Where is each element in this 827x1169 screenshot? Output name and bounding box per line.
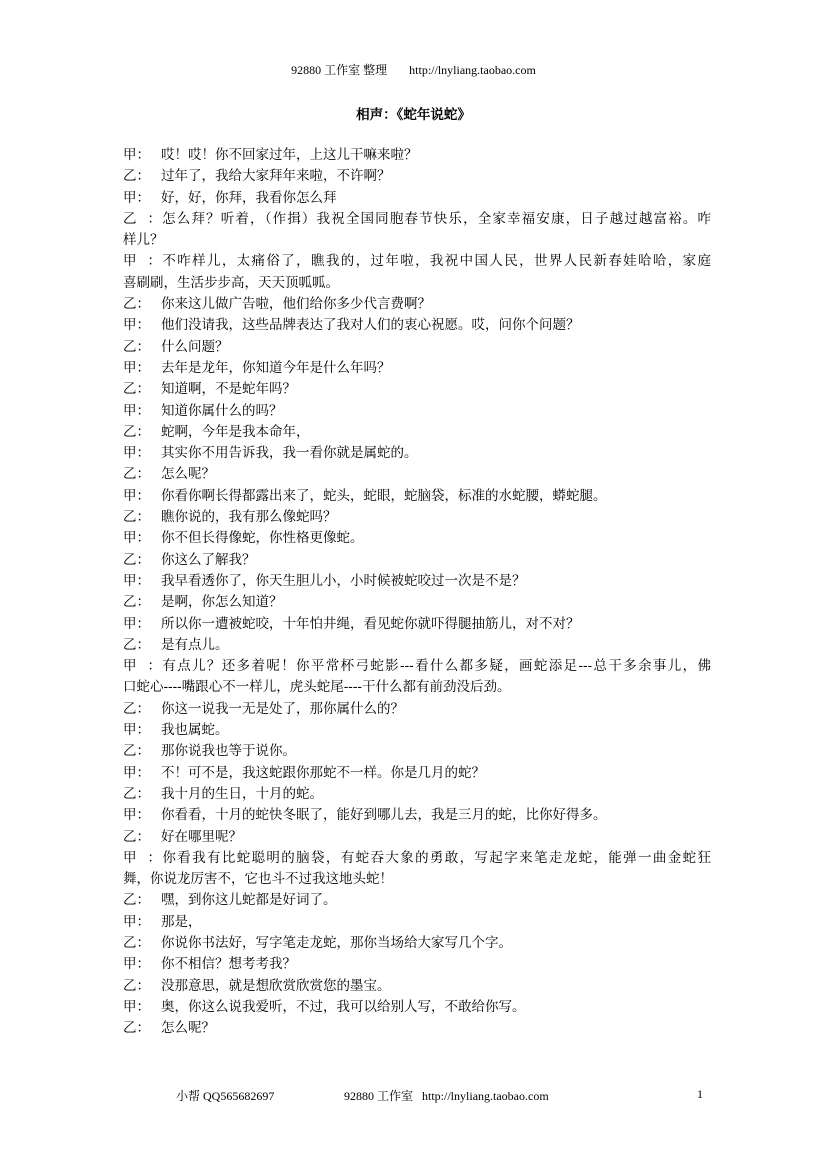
line-text: 嘿，到你这儿蛇都是好词了。 — [161, 892, 337, 909]
header-url: http://lnyliang.taobao.com — [409, 63, 536, 77]
dialogue-line — [123, 188, 711, 209]
dialogue-line — [123, 592, 711, 613]
dialogue-line — [123, 614, 711, 635]
line-text: 那你说我也等于说你。 — [161, 743, 296, 760]
speaker-label: 乙： — [123, 700, 150, 717]
dialogue-line — [123, 379, 711, 400]
line-text: 哎！哎！你不回家过年，上这儿干嘛来啦？ — [161, 147, 418, 163]
speaker-label: 乙： — [123, 892, 150, 909]
line-text: 你看看，十月的蛇快冬眠了，能好到哪儿去，我是三月的蛇，比你好得多。 — [161, 807, 607, 824]
dialogue-line — [123, 869, 711, 890]
speaker-label: 乙： — [123, 210, 161, 227]
line-text: 我十月的生日，十月的蛇。 — [161, 785, 323, 802]
line-text: 不咋样儿，太痛俗了，瞧我的，过年啦，我祝中国人民，世界人民新春娃哈哈，家庭 — [161, 253, 711, 270]
dialogue-body — [123, 145, 711, 1039]
dialogue-line — [123, 848, 711, 869]
dialogue-line — [123, 635, 711, 656]
speaker-label: 乙： — [123, 423, 150, 440]
line-text: 你这么了解我？ — [161, 551, 256, 568]
speaker-label: 乙： — [123, 1020, 150, 1037]
dialogue-line — [123, 401, 711, 422]
line-text: 蛇啊，今年是我本命年， — [161, 423, 310, 440]
dialogue-line — [123, 486, 711, 507]
speaker-label: 甲： — [123, 572, 150, 589]
line-text: 其实你不用告诉我，我一看你就是属蛇的。 — [161, 445, 418, 462]
line-text: 过年了，我给大家拜年来啦，不许啊？ — [161, 168, 391, 185]
dialogue-line — [123, 443, 711, 464]
line-text: 喜刷刷，生活步步高，天天顶呱呱。 — [123, 274, 339, 291]
speaker-label: 甲： — [123, 253, 161, 270]
dialogue-line — [123, 954, 711, 975]
speaker-label: 甲： — [123, 402, 150, 419]
line-text: 所以你一遭被蛇咬，十年怕井绳，看见蛇你就吓得腿抽筋儿，对不对？ — [161, 615, 580, 632]
footer-studio-url — [344, 1087, 549, 1104]
dialogue-line — [123, 528, 711, 549]
dialogue-line — [123, 337, 711, 358]
dialogue-line — [123, 422, 711, 443]
line-text: 没那意思，就是想欣赏欣赏您的墨宝。 — [161, 977, 391, 994]
line-text: 你来这儿做广告啦，他们给你多少代言费啊？ — [161, 296, 431, 313]
line-text: 知道你属什么的吗？ — [161, 402, 283, 419]
speaker-label: 乙： — [123, 977, 150, 994]
line-text: 你不相信？想考考我？ — [161, 956, 296, 973]
dialogue-line — [123, 145, 711, 166]
speaker-label: 乙： — [123, 381, 150, 398]
dialogue-line — [123, 294, 711, 315]
speaker-label: 乙： — [123, 338, 150, 355]
speaker-label: 乙： — [123, 509, 150, 526]
line-text: 怎么呢？ — [161, 1020, 215, 1037]
dialogue-line — [123, 912, 711, 933]
dialogue-line — [123, 358, 711, 379]
line-text: 去年是龙年，你知道今年是什么年吗？ — [161, 359, 391, 376]
dialogue-line — [123, 1018, 711, 1039]
dialogue-line — [123, 890, 711, 911]
dialogue-line — [123, 741, 711, 762]
dialogue-line — [123, 677, 711, 698]
speaker-label: 甲： — [123, 722, 150, 739]
speaker-label: 乙： — [123, 551, 150, 568]
line-text: 瞧你说的，我有那么像蛇吗？ — [161, 509, 337, 526]
speaker-label: 甲： — [123, 807, 150, 824]
speaker-label: 甲： — [123, 445, 150, 462]
footer-url: http://lnyliang.taobao.com — [422, 1089, 549, 1103]
line-text: 你不但长得像蛇，你性格更像蛇。 — [161, 530, 364, 547]
line-text: 你看你啊长得都露出来了，蛇头，蛇眼，蛇脑袋，标准的水蛇腰，蟒蛇腿。 — [161, 487, 607, 504]
speaker-label: 甲： — [123, 913, 150, 930]
dialogue-line — [123, 166, 711, 187]
page-footer — [0, 1087, 827, 1103]
footer-studio: 92880 工作室 — [344, 1089, 414, 1103]
line-text: 你看我有比蛇聪明的脑袋，有蛇吞大象的勇敢，写起字来笔走龙蛇，能弹一曲金蛇狂 — [161, 849, 711, 866]
dialogue-line — [123, 251, 711, 272]
line-text: 样儿？ — [123, 232, 164, 249]
dialogue-line — [123, 763, 711, 784]
line-text: 我早看透你了，你天生胆儿小，小时候被蛇咬过一次是不是？ — [161, 572, 526, 589]
line-text: 奥，你这么说我爱听，不过，我可以给别人写，不敢给你写。 — [161, 998, 526, 1015]
speaker-label: 甲： — [123, 998, 150, 1015]
line-text: 好，好，你拜，我看你怎么拜 — [161, 189, 337, 206]
dialogue-line — [123, 464, 711, 485]
line-text: 他们没请我，这些品牌表达了我对人们的衷心祝愿。哎，问你个问题？ — [161, 317, 580, 334]
dialogue-line — [123, 273, 711, 294]
dialogue-line — [123, 997, 711, 1018]
speaker-label: 乙： — [123, 594, 150, 611]
speaker-label: 乙： — [123, 466, 150, 483]
page-number: 1 — [697, 1087, 703, 1101]
line-text: 你这一说我一无是处了，那你属什么的？ — [161, 700, 404, 717]
dialogue-line — [123, 656, 711, 677]
line-text: 你说你书法好，写字笔走龙蛇，那你当场给大家写几个字。 — [161, 934, 512, 951]
dialogue-line — [123, 507, 711, 528]
speaker-label: 甲： — [123, 359, 150, 376]
dialogue-line — [123, 933, 711, 954]
line-text: 口蛇心----嘴跟心不一样儿，虎头蛇尾----干什么都有前劲没后劲。 — [123, 679, 511, 696]
speaker-label: 乙： — [123, 785, 150, 802]
line-text: 好在哪里呢？ — [161, 828, 242, 845]
header-studio: 92880 工作室 整理 — [291, 63, 388, 77]
speaker-label: 乙： — [123, 168, 150, 185]
footer-contact: 小帮 QQ565682697 — [176, 1089, 275, 1103]
speaker-label: 甲： — [123, 615, 150, 632]
speaker-label: 甲： — [123, 487, 150, 504]
speaker-label: 乙： — [123, 934, 150, 951]
speaker-label: 乙： — [123, 636, 150, 653]
line-text: 我也属蛇。 — [161, 722, 229, 739]
dialogue-line — [123, 784, 711, 805]
speaker-label: 乙： — [123, 743, 150, 760]
line-text: 怎么呢？ — [161, 466, 215, 483]
speaker-label: 甲： — [123, 147, 150, 163]
speaker-label: 甲： — [123, 189, 150, 206]
dialogue-line — [123, 805, 711, 826]
document-title: 相声：《蛇年说蛇》 — [356, 107, 471, 123]
line-text: 怎么拜？听着，（作揖）我祝全国同胞春节快乐，全家幸福安康，日子越过越富裕。咋 — [161, 210, 711, 227]
dialogue-line — [123, 550, 711, 571]
dialogue-line — [123, 720, 711, 741]
speaker-label: 甲： — [123, 658, 161, 675]
speaker-label: 乙： — [123, 296, 150, 313]
speaker-label: 甲： — [123, 530, 150, 547]
speaker-label: 甲： — [123, 317, 150, 334]
dialogue-line — [123, 571, 711, 592]
page-header — [0, 61, 827, 78]
line-text: 是啊，你怎么知道？ — [161, 594, 283, 611]
dialogue-line — [123, 315, 711, 336]
dialogue-line — [123, 209, 711, 230]
line-text: 有点儿？还多着呢！你平常杯弓蛇影---看什么都多疑，画蛇添足---总干多余事儿，佛 — [161, 658, 711, 675]
speaker-label: 甲： — [123, 956, 150, 973]
line-text: 是有点儿。 — [161, 636, 229, 653]
dialogue-line — [123, 230, 711, 251]
line-text: 那是， — [161, 913, 202, 930]
speaker-label: 甲： — [123, 849, 161, 866]
line-text: 不！可不是，我这蛇跟你那蛇不一样。你是几月的蛇？ — [161, 764, 485, 781]
dialogue-line — [123, 699, 711, 720]
dialogue-line — [123, 827, 711, 848]
dialogue-line — [123, 976, 711, 997]
line-text: 什么问题？ — [161, 338, 229, 355]
line-text: 舞，你说龙厉害不，它也斗不过我这地头蛇！ — [123, 871, 393, 888]
speaker-label: 乙： — [123, 828, 150, 845]
speaker-label: 甲： — [123, 764, 150, 781]
line-text: 知道啊，不是蛇年吗？ — [161, 381, 296, 398]
